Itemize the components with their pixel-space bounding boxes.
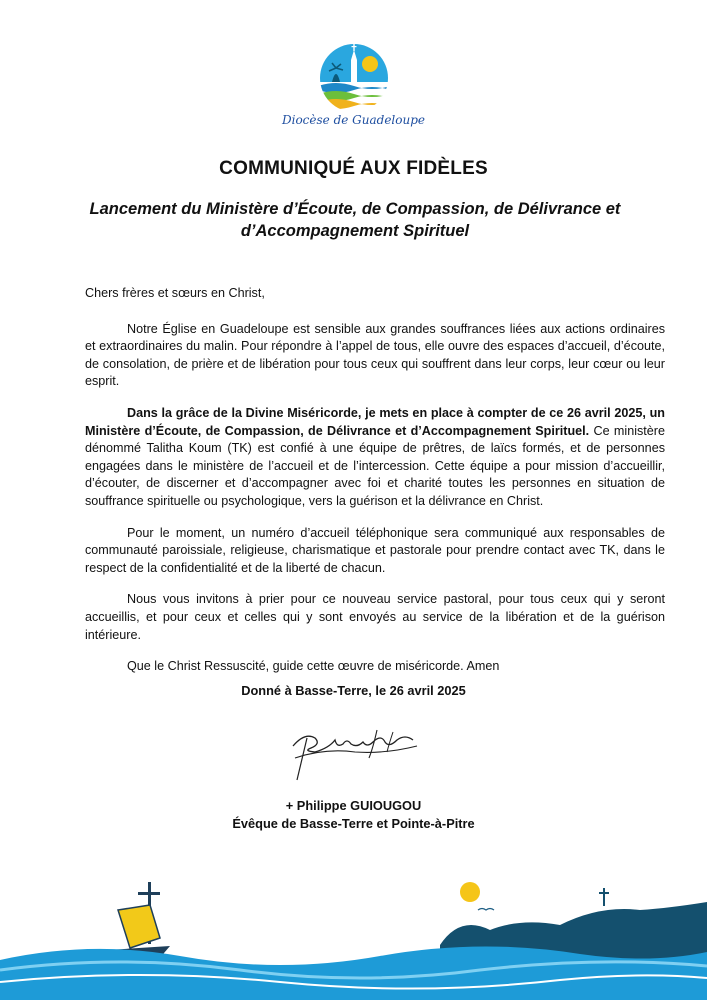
paragraph-1: Notre Église en Guadeloupe est sensible aux grandes souffrances liées aux actions ordinaires et extraordinaires du malin. Pour répondre à l’appel de tous, elle ouvre des espaces d’accueil, d’écoute, de consolation, de prière et de libération pour tous ceux qui souffrent dans leur corps, leur cœur ou leur esprit. <box>85 321 665 389</box>
logo-text: Diocèse de Guadeloupe <box>281 113 425 127</box>
diocese-logo <box>318 42 390 114</box>
boat-sail <box>118 905 160 948</box>
paragraph-5: Que le Christ Ressuscité, guide cette œuvre de miséricorde. Amen <box>127 659 500 674</box>
page-subtitle: Lancement du Ministère d’Écoute, de Compassion, de Délivrance et d’Accompagnement Spirituel <box>89 200 621 240</box>
sun-icon <box>460 882 480 902</box>
paragraph-2 <box>85 405 665 511</box>
footer-decoration <box>0 870 707 1000</box>
paragraph-2-bold: Dans la grâce de la Divine Miséricorde, je mets en place à compter de ce 26 avril 2025, un Ministère d’Écoute, de Compassion, de Délivrance et d’Accompagnement Spirituel. <box>85 405 665 438</box>
signatory-block <box>0 797 707 833</box>
letter-body <box>85 285 665 690</box>
signatory-name: + Philippe GUIOUGOU <box>285 798 422 813</box>
signature <box>285 718 425 784</box>
paragraph-4: Nous vous invitons à prier pour ce nouveau service pastoral, pour tous ceux qui y seront accueillis, et pour ceux et celles qui y sont envoyés au service de la libération et de la guérison intérieure. <box>85 592 665 642</box>
signatory-title: Évêque de Basse-Terre et Pointe-à-Pitre <box>232 816 475 831</box>
page-title: COMMUNIQUÉ AUX FIDÈLES <box>219 158 488 179</box>
paragraph-3: Pour le moment, un numéro d’accueil téléphonique sera communiqué aux responsables de communauté paroissiale, religieuse, charismatique et pastorale pour prendre contact avec TK, dans le respect de la confidentialité et de la liberté de chacun. <box>85 525 665 575</box>
greeting: Chers frères et sœurs en Christ, <box>85 286 265 300</box>
date-place-line: Donné à Basse-Terre, le 26 avril 2025 <box>241 683 466 698</box>
paragraph-2-rest: Ce ministère dénommé Talitha Koum (TK) est confié à une équipe de prêtres, de laïcs formés, et de personnes engagées dans le ministère de l’accueil et de l’intercession. Cette équipe a pour mission d’accueillir, d’écouter, de discerner et d’accompagner avec foi et charité toutes les personnes en situation de souffrance spirituelle ou psychologique, vers la guérison et la délivrance en Christ. <box>85 423 666 508</box>
